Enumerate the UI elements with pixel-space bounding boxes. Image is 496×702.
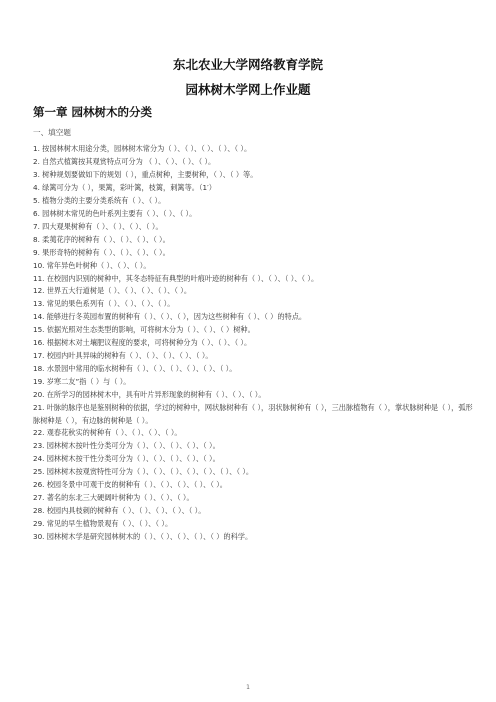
document-title: 东北农业大学网络教育学院 <box>172 57 323 72</box>
question-item: 4. 绿篱可分为（ ），果篱，彩叶篱，枝篱，刺篱等。（1′） <box>33 182 216 192</box>
question-item: 28. 校园内具枝刺的树种有（ ）、（ ）、（ ）、（ ）、（ ）。 <box>33 506 206 516</box>
question-item: 13. 常见的果色系列有（ ）、（ ）、（ ）、（ ）。 <box>33 299 175 309</box>
question-item: 7. 四大观果树种有（ ）、（ ）、（ ）、（ ）。 <box>33 221 163 231</box>
page-number <box>0 684 496 691</box>
question-item: 8. 柔荑花序的树种有（ ）、（ ）、（ ）、（ ）。 <box>33 234 170 244</box>
chapter-heading: 第一章 园林树木的分类 <box>33 105 153 119</box>
question-item: 5. 植物分类的主要分类系统有（ ）、（ ）。 <box>33 195 166 205</box>
question-item: 24. 园林树木按干性分类可分为（ ）、（ ）、（ ）、（ ）、（ ）。 <box>33 454 220 464</box>
question-item: 10. 常年异色叶树种（ ）、（ ）、（ ）。 <box>33 260 151 270</box>
section-heading: 一、填空题 <box>33 128 71 137</box>
question-item: 21. 叶脉的脉序也是鉴别树种的依据，学过的树种中，网状脉树种有（ ），羽状脉树种有（ ），三出脉植物有（ ），掌状脉树种是（ ），弧形脉树种是（ ），有边脉的树种是（ ）。 <box>33 403 473 425</box>
question-item: 20. 在所学习的园林树木中，具有叶片异形现象的树种有（ ）、（ ）、（ ）。 <box>33 390 266 400</box>
question-item: 14. 能够进行冬英园布置的树种有（ ）、（ ）、（ ），因为这些树种有（ ）、（ ）的特点。 <box>33 312 307 322</box>
question-item: 15. 依据光照对生态类型的影响，可将树木分为（ ）、（ ）、（ ）树种。 <box>33 325 255 335</box>
question-item: 18. 水景园中常用的临水树种有（ ）、（ ）、（ ）、（ ）、（ ）、（ ）。 <box>33 364 237 374</box>
question-item: 2. 自然式植篱按其观赏特点可分为 （ ）、（ ）、（ ）、（ ）。 <box>33 156 216 166</box>
question-item: 1. 按园林树木用途分类，园林树木常分为（ ）、（ ）、（ ）、（ ）、（ ）。 <box>33 144 252 153</box>
question-item: 23. 园林树木按叶性分类可分为（ ）、（ ）、（ ）、（ ）、（ ）。 <box>33 441 220 451</box>
document-subtitle: 园林树木学网上作业题 <box>185 82 311 97</box>
page-number-text: 1 <box>246 684 250 691</box>
question-item: 12. 世界五大行道树是（ ）、（ ）、（ ）、（ ）、（ ）。 <box>33 286 192 296</box>
question-item: 25. 园林树木按观赏特性可分为（ ）、（ ）、（ ）、（ ）、（ ）、（ ）、（ ）。 <box>33 467 254 477</box>
question-item: 29. 常见的早生植物景观有（ ）、（ ）、（ ）。 <box>33 519 173 529</box>
question-item: 17. 校园内叶具异味的树种有（ ）、（ ）、（ ）、（ ）、（ ）。 <box>33 351 213 361</box>
question-item: 19. 岁寒二友”指（ ）与（ ）。 <box>33 377 131 387</box>
question-item: 27. 著名的东北三大硬阔叶树种为（ ）、（ ）、（ ）。 <box>33 493 194 503</box>
question-item: 26. 校园冬景中可观干皮的树种有（ ）、（ ）、（ ）、（ ）、（ ）。 <box>33 480 227 490</box>
question-list <box>33 143 473 544</box>
question-item: 6. 园林树木常见的色叶系列主要有（ ）、（ ）、（ ）。 <box>33 208 197 218</box>
question-item: 11. 在校园内识别的树种中，其冬态特征有典型的叶痕叶迹的树种有（ ）、（ ）、（ ）、（ ）。 <box>33 273 319 283</box>
question-item: 30. 园林树木学是研究园林树木的（ ）、（ ）、（ ）、（ ）、（ ）的科学。 <box>33 532 253 542</box>
question-item: 3. 树种规划要做如下的规划（ ），重点树种，主要树种，（ ）、（ ）等。 <box>33 169 258 179</box>
question-item: 16. 根据树木对土壤肥议程度的要求，可将树种分为（ ）、（ ）、（ ）。 <box>33 338 252 348</box>
question-item: 22. 观春花秋实的树种有（ ）、（ ）、（ ）、（ ）。 <box>33 428 182 438</box>
question-item: 9. 果形奇特的树种有（ ）、（ ）、（ ）、（ ）。 <box>33 247 170 257</box>
